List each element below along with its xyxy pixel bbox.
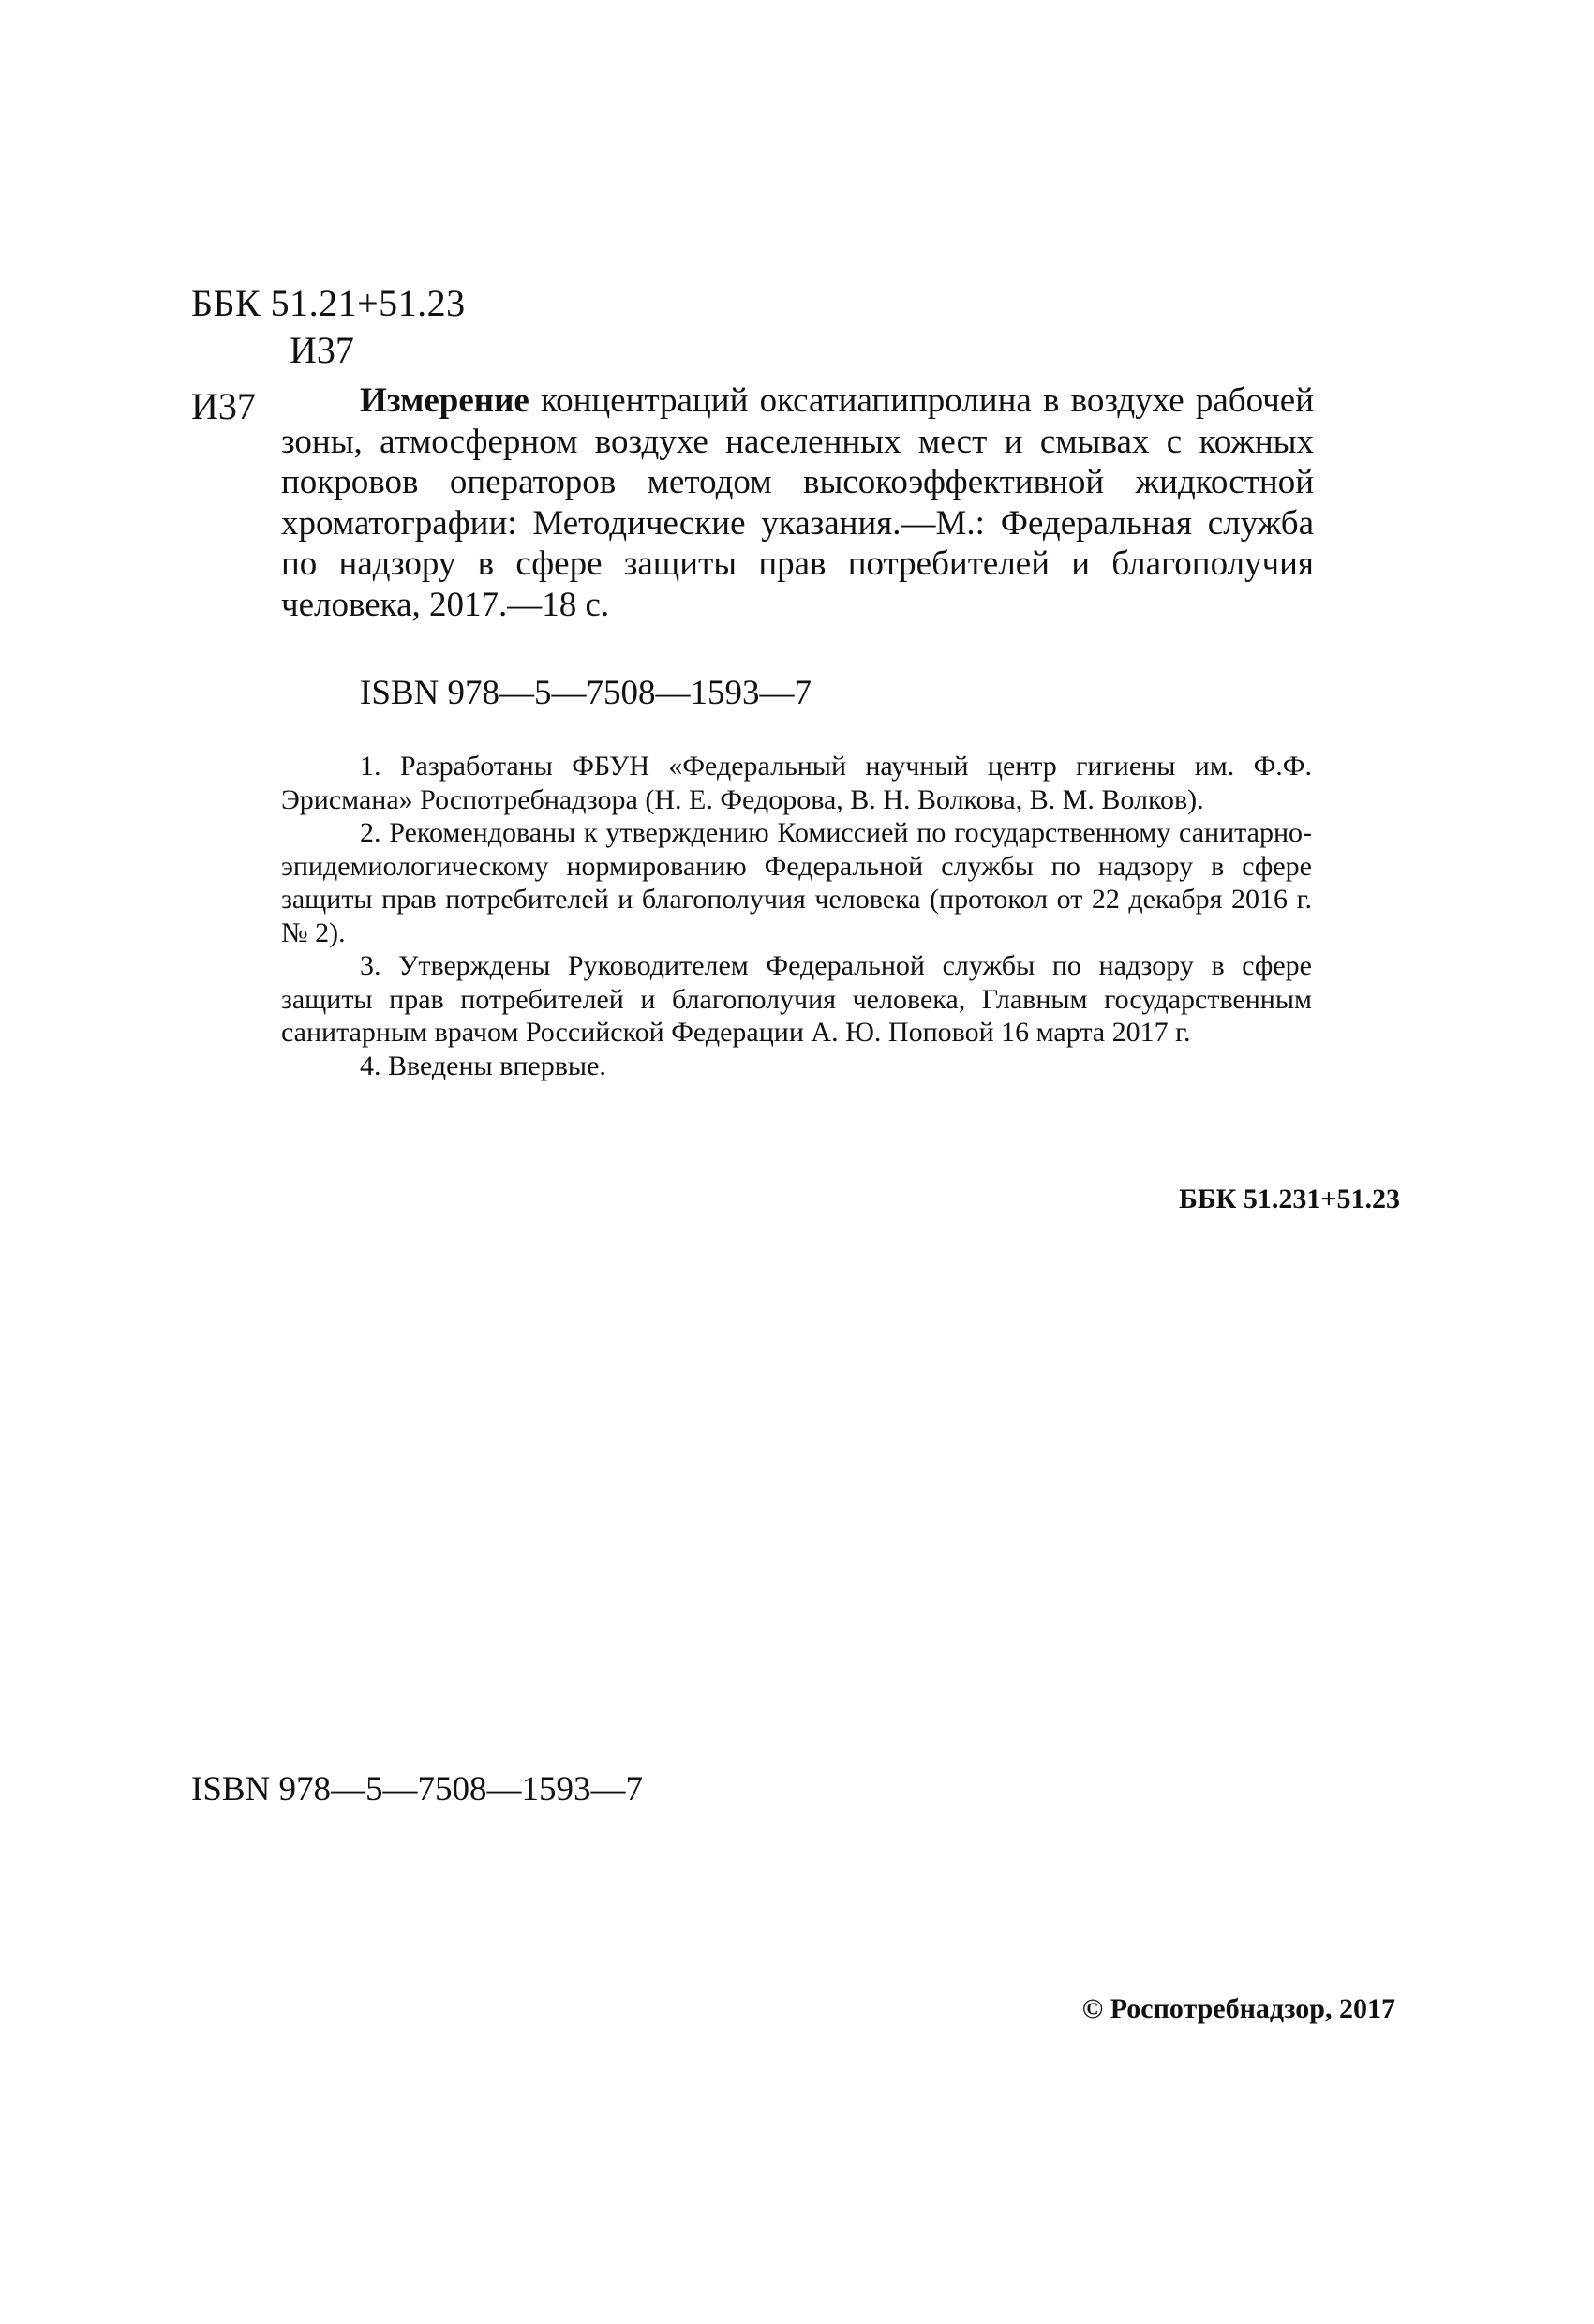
author-code: И37 <box>290 329 354 371</box>
note-item: 4. Введены впервые. <box>360 1050 606 1081</box>
annotation-text: концентраций оксатиапипролина в воздухе рабочей зоны, атмосферном воздухе населенных мест и смывах с кожных покровов операторов методом высокоэффективной жидкостной хроматографии: Методические указания.—М.: Федеральная служба по надзору в сфере защиты прав потребителей и благополучия человека, 2017.—18 с. <box>281 381 1314 624</box>
bbk-header: ББК 51.21+51.23 <box>191 282 466 324</box>
note-item: 1. Разработаны ФБУН «Федеральный научный центр гигиены им. Ф.Ф. Эрисмана» Роспотребнадзора (Н. Е. Федорова, В. Н. Волкова, В. М. Волков). <box>281 751 1312 815</box>
note-item: 2. Рекомендованы к утверждению Комиссией по государственному санитарно-эпидемиологическому нормированию Федеральной службы по надзору в сфере защиты прав потребителей и благополучия человека (протокол от 22 декабря 2016 г. № 2). <box>281 817 1312 948</box>
annotation-title: Измерение <box>360 381 529 420</box>
note-item: 3. Утверждены Руководителем Федеральной службы по надзору в сфере защиты прав потребителей и благополучия человека, Главным государственным санитарным врачом Российской Федерации А. Ю. Поповой 16 марта 2017 г. <box>281 950 1312 1048</box>
publication-notes <box>281 750 1312 1082</box>
isbn-bottom: ISBN 978—5—7508—1593—7 <box>191 1770 644 1809</box>
bbk-footer: ББК 51.231+51.23 <box>1178 1184 1400 1214</box>
isbn-annotation: ISBN 978—5—7508—1593—7 <box>360 674 812 712</box>
annotation-code: И37 <box>191 385 256 427</box>
annotation-paragraph <box>281 380 1314 625</box>
copyright: © Роспотребнадзор, 2017 <box>1081 1993 1395 2024</box>
